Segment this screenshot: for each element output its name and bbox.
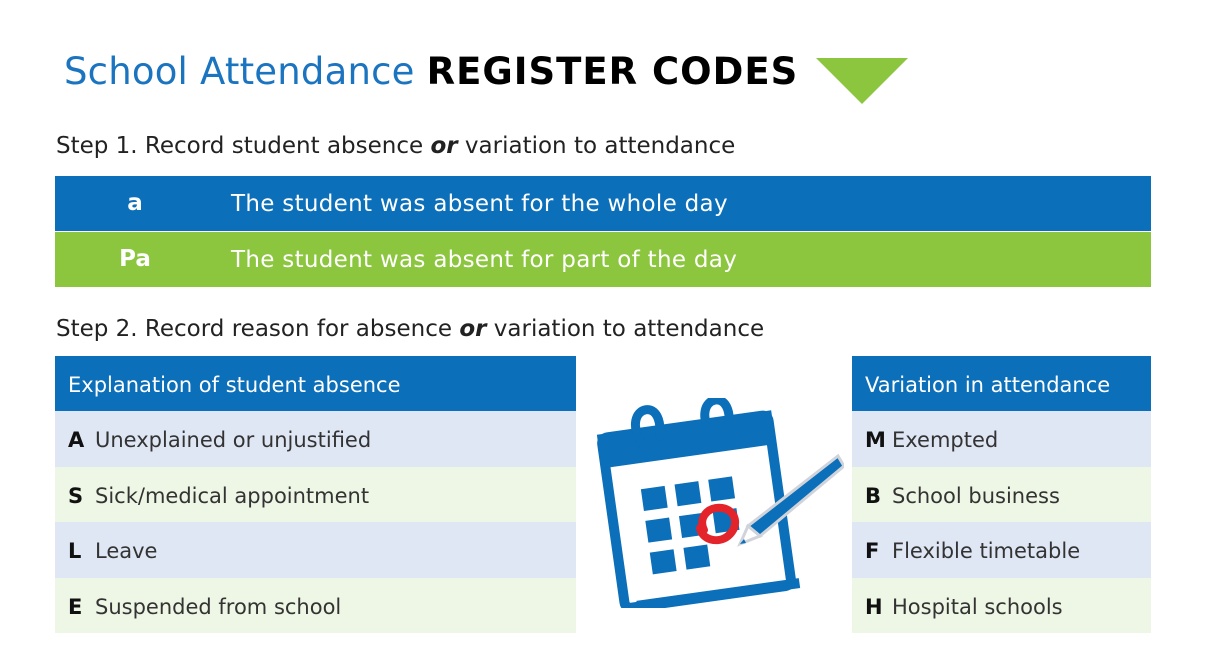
table-row	[55, 522, 576, 578]
row-label: Hospital schools	[892, 594, 1063, 619]
row-label: Leave	[95, 539, 158, 563]
absence-explanation-table	[55, 356, 576, 633]
code-band-part-day	[55, 232, 1151, 287]
step-2-or: or	[459, 316, 487, 342]
table-row	[852, 411, 1151, 467]
row-code: B	[865, 483, 882, 508]
row-label: Exempted	[892, 428, 999, 452]
row-label: Suspended from school	[95, 594, 342, 619]
table-row	[852, 522, 1151, 578]
calendar-pen-icon	[594, 398, 844, 608]
step-1-text-after: variation to attendance	[457, 133, 736, 159]
row-code: L	[68, 539, 82, 563]
code-band-whole-day	[55, 176, 1151, 231]
row-code: A	[68, 428, 85, 452]
row-code: S	[68, 483, 84, 508]
title-bold-part: REGISTER CODES	[426, 50, 799, 93]
table-row	[852, 578, 1151, 634]
title-light-part: School Attendance	[64, 50, 415, 93]
absence-table-header: Explanation of student absence	[55, 356, 576, 411]
row-label: School business	[892, 483, 1060, 508]
step-1-or: or	[430, 133, 458, 159]
row-code: H	[865, 594, 883, 619]
band-code: Pa	[119, 246, 151, 272]
row-code: F	[865, 539, 880, 563]
step-2-text-after: variation to attendance	[486, 316, 765, 342]
row-label: Unexplained or unjustified	[95, 428, 372, 452]
band-description: The student was absent for the whole day	[231, 191, 728, 217]
row-code: M	[865, 428, 886, 452]
step-1-instruction	[56, 131, 735, 161]
table-row	[55, 578, 576, 634]
step-2-text-before: Step 2. Record reason for absence	[56, 316, 460, 342]
band-code: a	[127, 190, 143, 216]
variation-table-header: Variation in attendance	[852, 356, 1151, 411]
page-title	[64, 48, 798, 96]
table-row	[852, 467, 1151, 523]
row-code: E	[68, 594, 83, 619]
row-label: Flexible timetable	[892, 539, 1081, 563]
table-row	[55, 411, 576, 467]
triangle-down-icon	[816, 58, 908, 104]
band-description: The student was absent for part of the day	[231, 247, 738, 273]
step-2-instruction	[56, 314, 764, 344]
variation-attendance-table	[852, 356, 1151, 633]
table-row	[55, 467, 576, 523]
step-1-text-before: Step 1. Record student absence	[56, 133, 431, 159]
row-label: Sick/medical appointment	[95, 483, 370, 508]
